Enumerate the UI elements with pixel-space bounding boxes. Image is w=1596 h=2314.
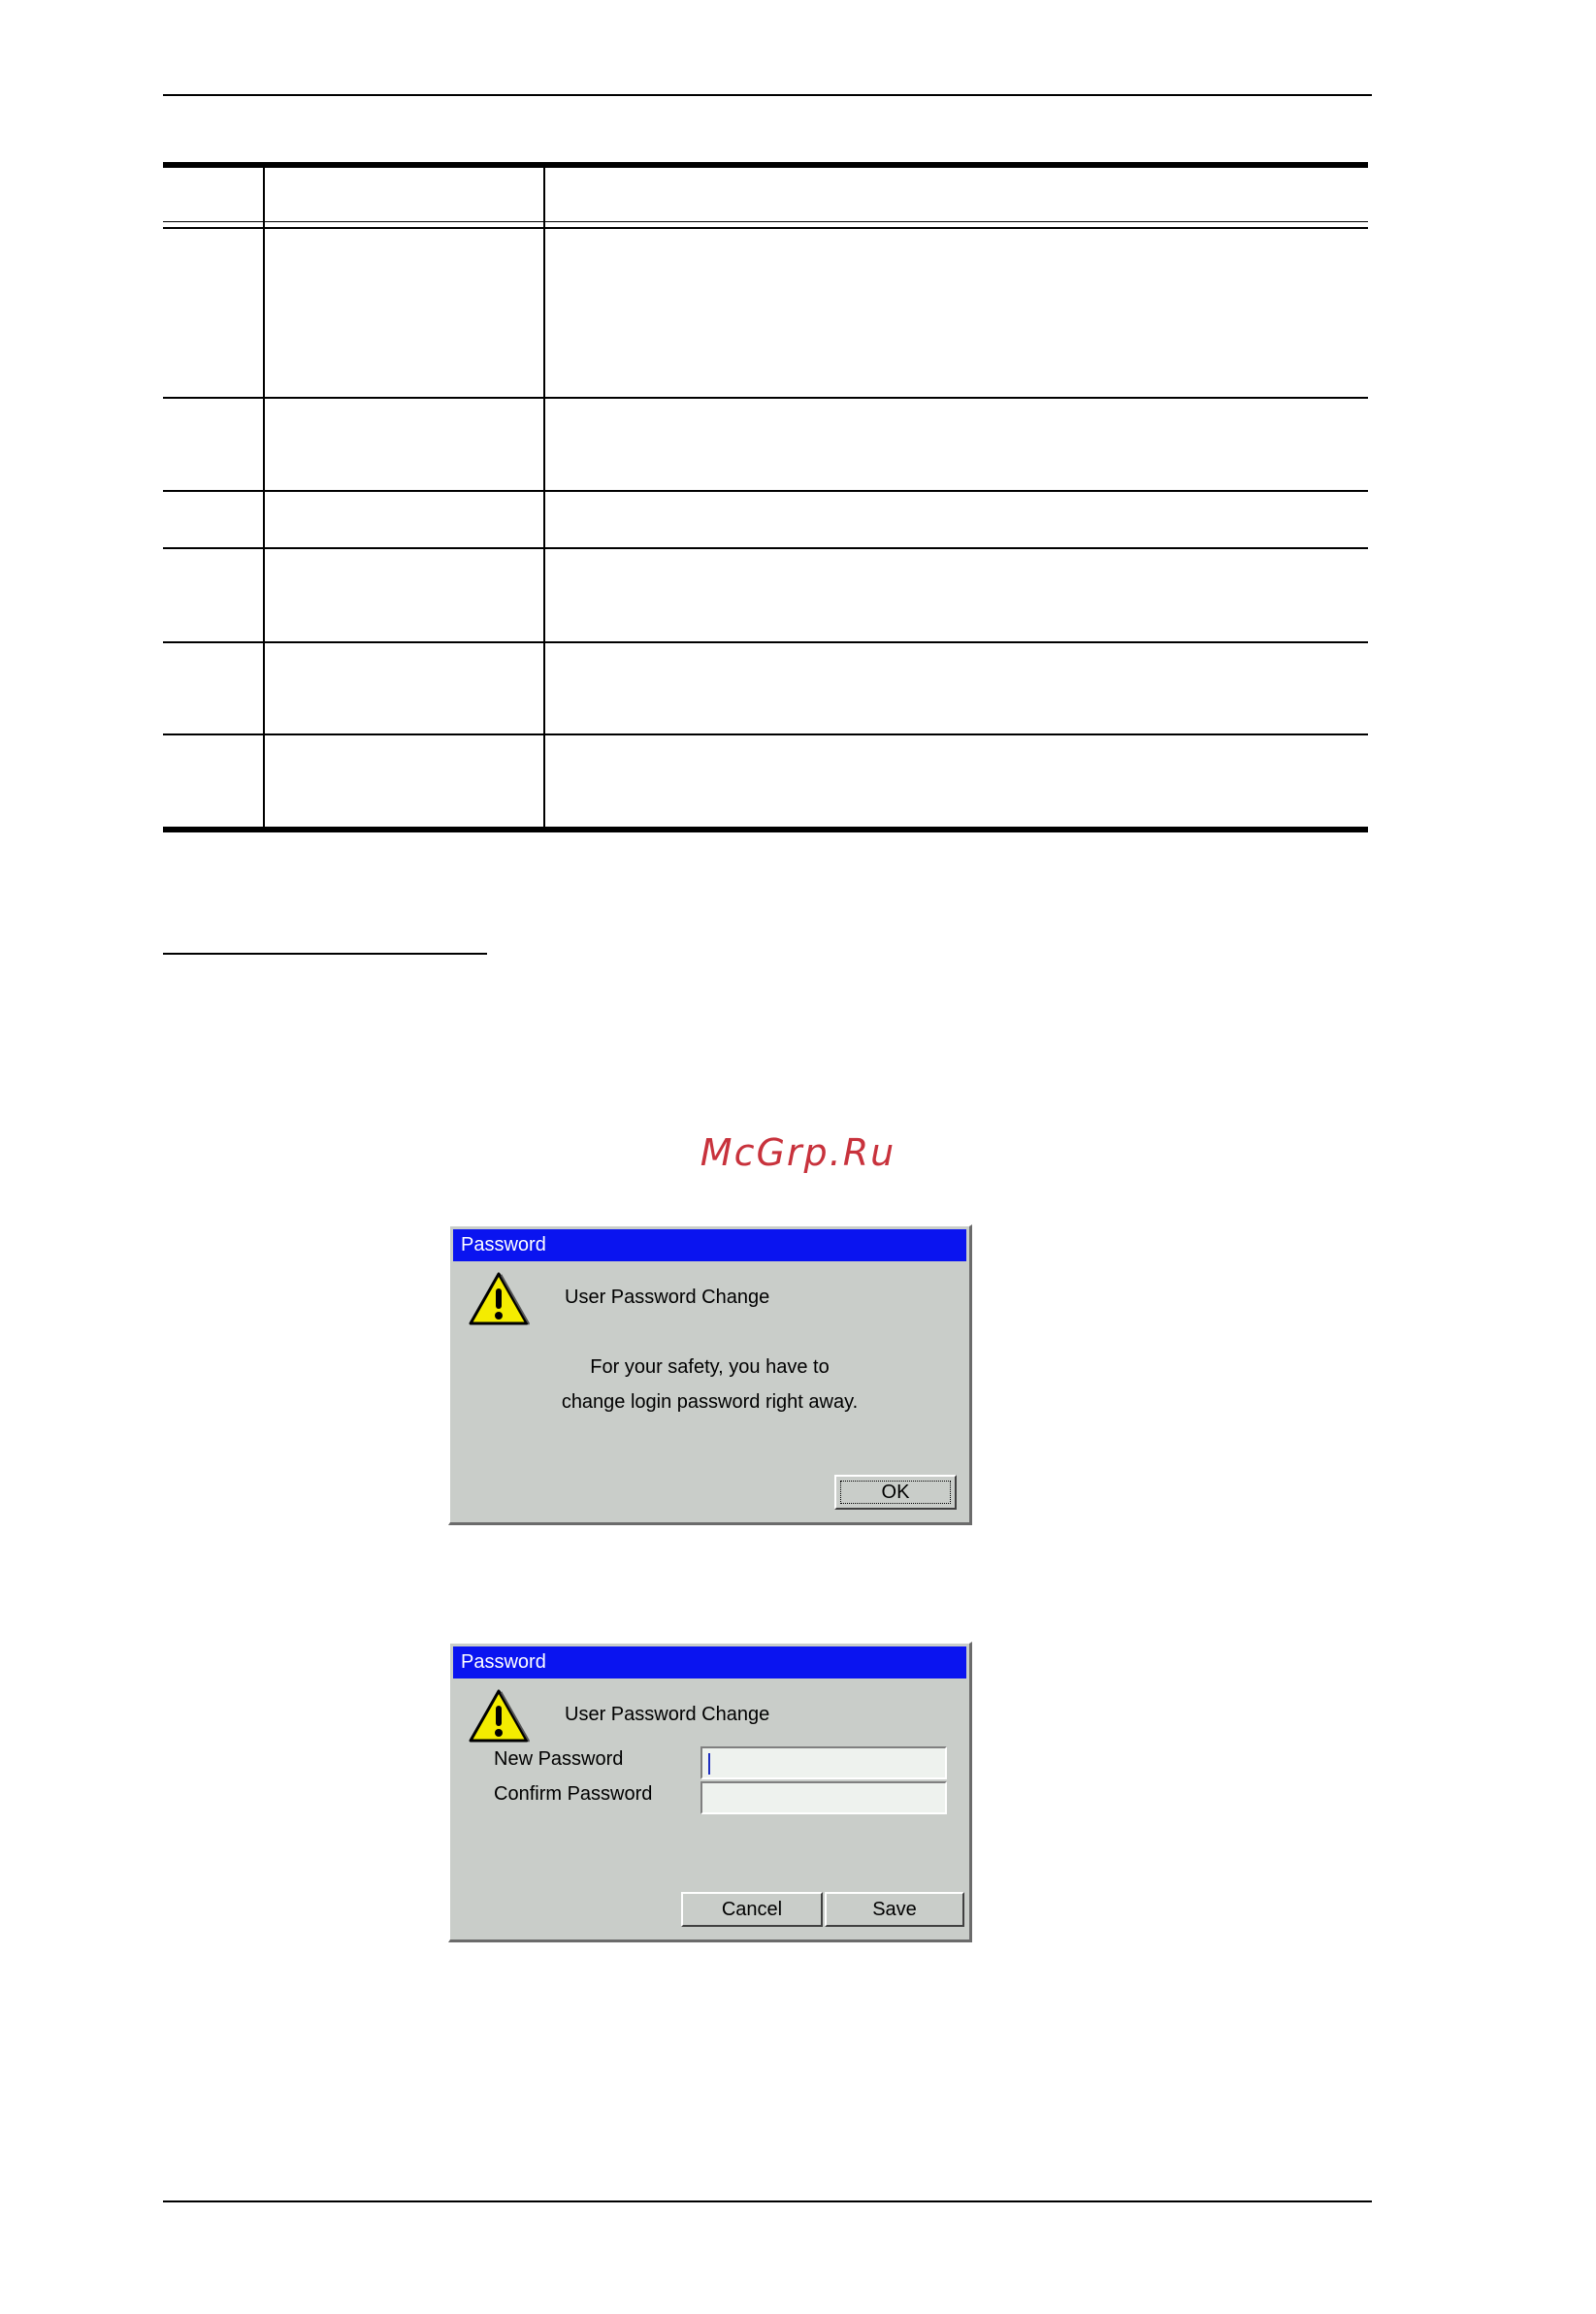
new-password-input[interactable]	[700, 1746, 947, 1779]
header-rule	[163, 94, 1372, 96]
table-bottom-rule	[163, 827, 1368, 832]
password-change-dialog	[448, 1642, 972, 1942]
dialog-heading: User Password Change	[565, 1704, 770, 1725]
table-row-divider	[163, 547, 1368, 549]
table-column-divider	[543, 168, 545, 827]
table-top-rule	[163, 162, 1368, 168]
new-password-label: New Password	[494, 1748, 624, 1770]
text-caret	[708, 1753, 710, 1775]
cancel-button[interactable]: Cancel	[681, 1892, 823, 1927]
footer-rule	[163, 2200, 1372, 2202]
confirm-password-label: Confirm Password	[494, 1783, 653, 1805]
section-heading-underline	[163, 953, 487, 955]
dialog-heading: User Password Change	[565, 1287, 770, 1308]
table-row-divider	[163, 490, 1368, 492]
dialog-message-line-1: For your safety, you have to	[590, 1356, 830, 1378]
confirm-password-input[interactable]	[700, 1781, 947, 1814]
dialog-titlebar: Password	[453, 1229, 966, 1261]
save-button[interactable]: Save	[825, 1892, 964, 1927]
dialog-titlebar: Password	[453, 1646, 966, 1678]
warning-icon	[468, 1271, 530, 1327]
table-header-rule-2	[163, 227, 1368, 229]
table-row-divider	[163, 397, 1368, 399]
dialog-message-line-2: change login password right away.	[561, 1391, 859, 1413]
table-row-divider	[163, 641, 1368, 643]
table-row-divider	[163, 733, 1368, 735]
table-header-rule	[163, 221, 1368, 222]
watermark: McGrp.Ru	[700, 1131, 896, 1174]
warning-icon	[468, 1688, 530, 1744]
password-notice-dialog	[448, 1224, 972, 1525]
ok-button[interactable]: OK	[834, 1475, 957, 1510]
table-column-divider	[263, 168, 265, 827]
